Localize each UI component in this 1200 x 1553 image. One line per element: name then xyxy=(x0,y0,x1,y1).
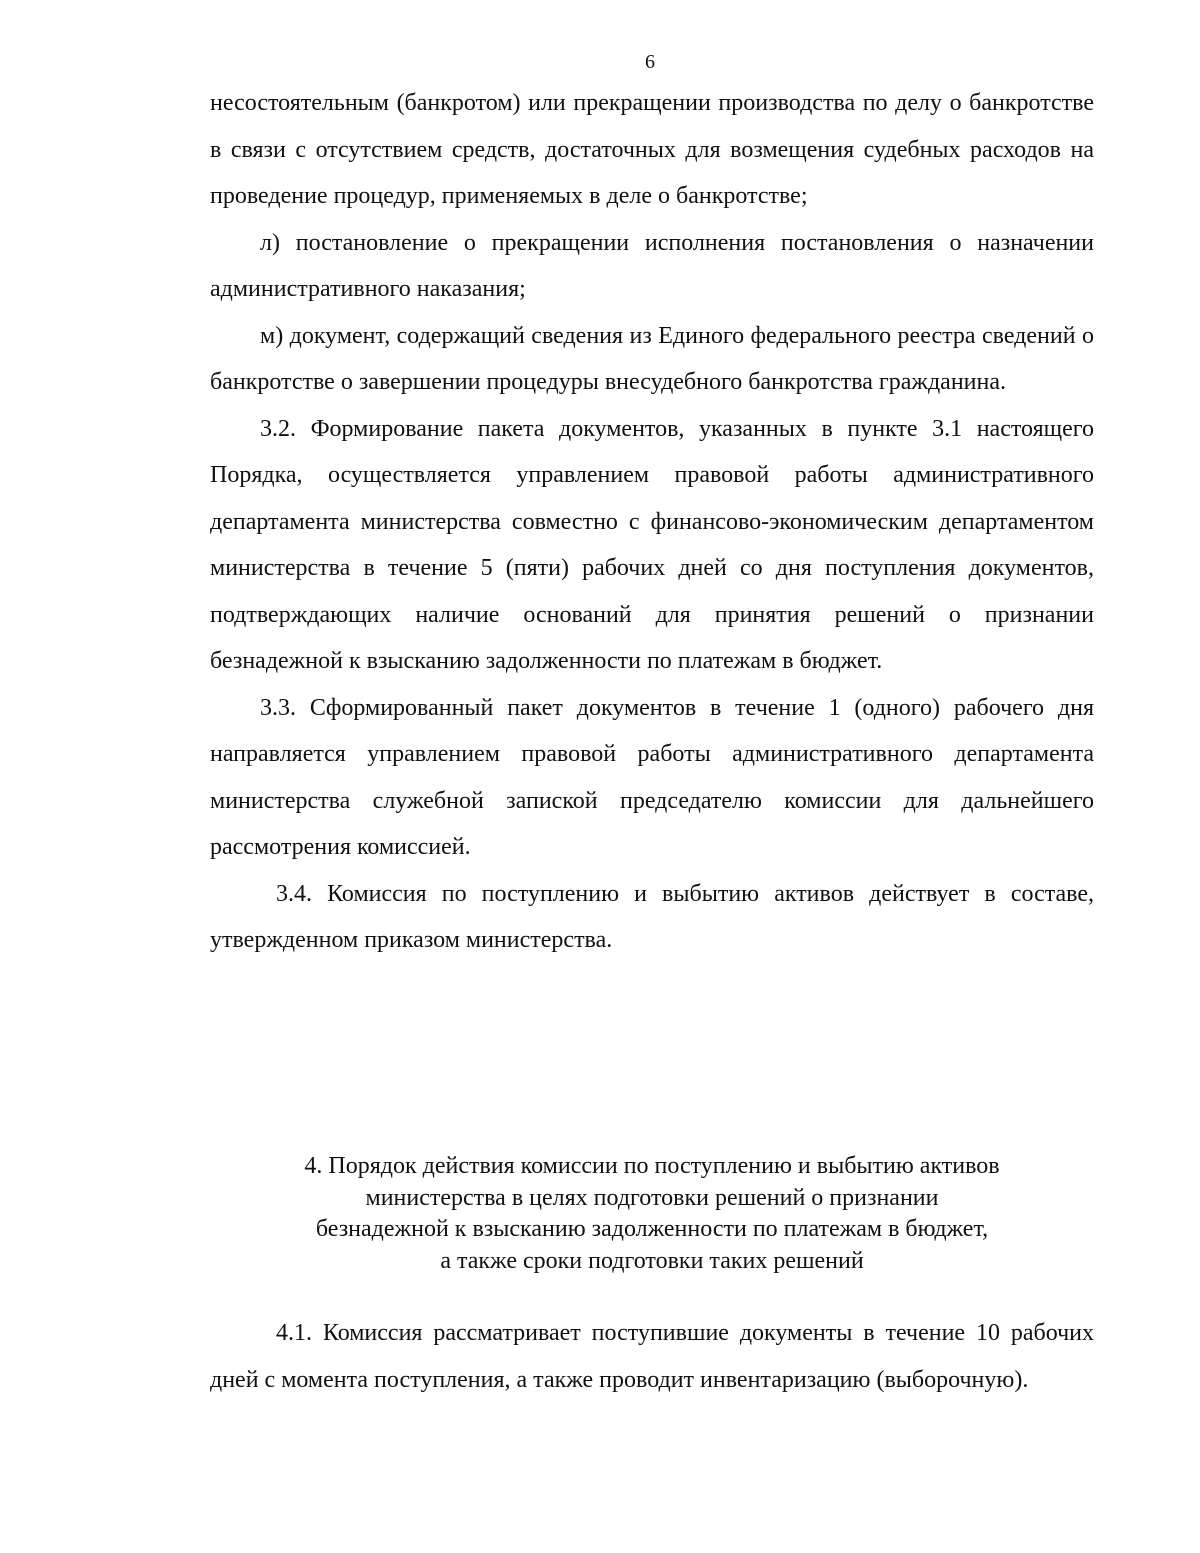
section-4-heading-line-1: 4. Порядок действия комиссии по поступлению и выбытию активов xyxy=(304,1153,1000,1179)
paragraph-bankruptcy-continuation: несостоятельным (банкротом) или прекращении производства по делу о банкротстве в связи с отсутствием средств, достаточных для возмещения судебных расходов на проведение процедур, применяемых в деле о банкротстве; xyxy=(210,90,1094,209)
section-4-heading-line-2: министерства в целях подготовки решений о признании xyxy=(365,1184,939,1211)
section-4-heading-line-3: безнадежной к взысканию задолженности по платежам в бюджет, xyxy=(315,1216,989,1242)
paragraph-item-m: м) документ, содержащий сведения из Единого федерального реестра сведений о банкротстве о завершении процедуры внесудебного банкротства гражданина. xyxy=(210,322,1094,395)
text-block-top xyxy=(210,80,1094,964)
section-4-heading xyxy=(210,1151,1094,1277)
paragraph-3-4: 3.4. Комиссия по поступлению и выбытию активов действует в составе, утвержденном приказом министерства. xyxy=(210,880,1094,953)
page-number: 6 xyxy=(645,51,655,73)
section-4-heading-line-4: а также сроки подготовки таких решений xyxy=(440,1247,864,1274)
paragraph-4-1: 4.1. Комиссия рассматривает поступившие документы в течение 10 рабочих дней с момента поступления, а также проводит инвентаризацию (выборочную). xyxy=(210,1320,1094,1393)
paragraph-3-2: 3.2. Формирование пакета документов, указанных в пункте 3.1 настоящего Порядка, осуществляется управлением правовой работы административного департамента министерства совместно с финансово-экономическим департаментом министерства в течение 5 (пяти) рабочих дней со дня поступления документов, подтверждающих наличие оснований для принятия решений о признании безнадежной к взысканию задолженности по платежам в бюджет. xyxy=(210,415,1094,674)
paragraph-3-3: 3.3. Сформированный пакет документов в течение 1 (одного) рабочего дня направляется управлением правовой работы административного департамента министерства служебной запиской председателю комиссии для дальнейшего рассмотрения комиссией. xyxy=(210,694,1094,860)
text-block-bottom xyxy=(210,1310,1094,1403)
paragraph-item-l: л) постановление о прекращении исполнения постановления о назначении административного наказания; xyxy=(210,229,1094,302)
